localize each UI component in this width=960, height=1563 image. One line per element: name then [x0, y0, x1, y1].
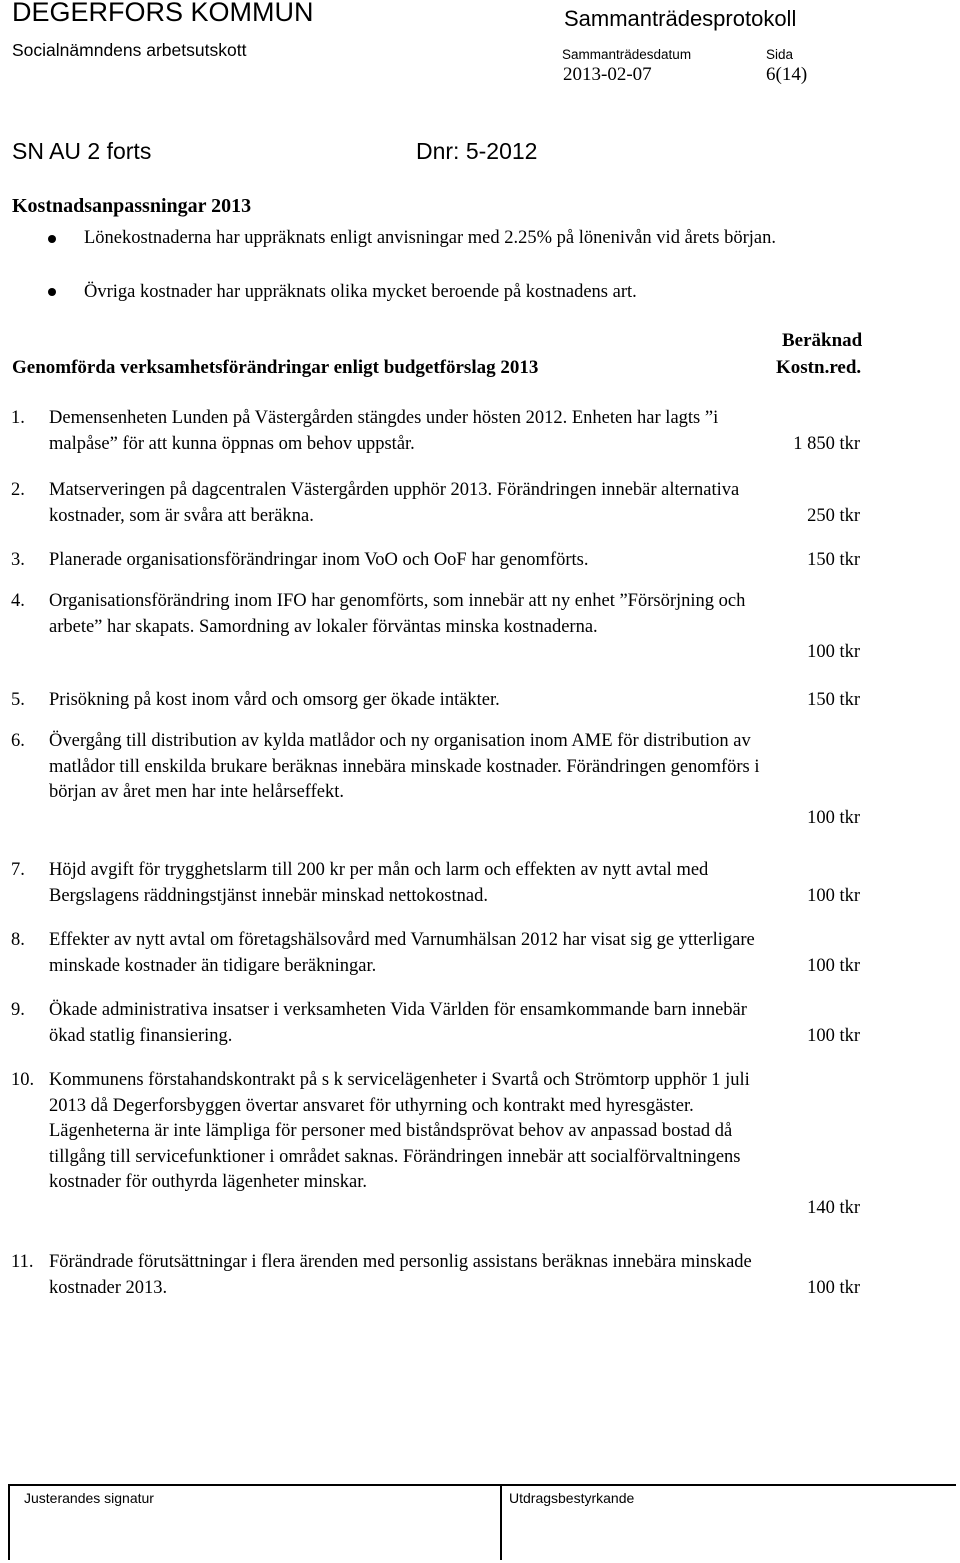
item-text: Övergång till distribution av kylda matlådor och ny organisation inom AME för distribution av matlådor till enskilda brukare beräknas innebära minskade kostnader. Förändringen genomförs i början av året men har inte helårseffekt. [49, 731, 760, 802]
item-number: 10. [11, 1070, 35, 1090]
item-text: Ökade administrativa insatser i verksamheten Vida Världen för ensamkommande barn innebär ökad statlig finansiering. [49, 1000, 747, 1046]
item-amount: 100 tkr [807, 1026, 860, 1046]
item-text: Matserveringen på dagcentralen Västergården upphör 2013. Förändringen innebär alternativa kostnader, som är svåra att beräkna. [49, 480, 740, 526]
document-type: Sammanträdesprotokoll [564, 6, 797, 31]
item-amount: 100 tkr [807, 808, 860, 828]
item-number: 6. [11, 731, 25, 751]
column-heading-line2: Kostn.red. [776, 357, 862, 378]
signature-label: Justerandes signatur [24, 1490, 154, 1506]
item-number: 7. [11, 860, 25, 880]
item-number: 9. [11, 1000, 25, 1020]
item-text: Prisökning på kost inom vård och omsorg ger ökade intäkter. [49, 690, 500, 710]
bullet-text: Lönekostnaderna har uppräknats enligt anvisningar med 2.25% på lönenivån vid årets början. [84, 228, 777, 248]
board-name: Socialnämndens arbetsutskott [12, 40, 247, 60]
organization-name: DEGERFORS KOMMUN [12, 0, 314, 27]
bullet-icon [48, 288, 56, 296]
item-text: Kommunens förstahandskontrakt på s k servicelägenheter i Svartå och Strömtorp upphör 1 juli 2013 då Degerforsbyggen övertar ansvaret för uthyrning och kontrakt med hyresgäster. Lägenheterna är inte lämpliga för personer med biståndsprövat behov av anpassad bostad då tillgång till servicefunktioner i området saknas. Förändringen innebär att socialförvaltningens kostnader för outhyrda lägenheter minskar. [49, 1070, 750, 1192]
item-number: 3. [11, 550, 25, 570]
meeting-date: 2013-02-07 [563, 64, 652, 85]
item-number: 5. [11, 690, 25, 710]
item-number: 4. [11, 591, 25, 611]
item-amount: 250 tkr [807, 506, 860, 526]
item-number: 1. [11, 408, 25, 428]
item-text: Förändrade förutsättningar i flera ärenden med personlig assistans beräknas innebära minskade kostnader 2013. [49, 1252, 752, 1298]
section-title: Kostnadsanpassningar 2013 [12, 195, 252, 217]
item-text: Demensenheten Lunden på Västergården stängdes under hösten 2012. Enheten har lagts ”i malpåse” för att kunna öppnas om behov uppstår. [49, 408, 719, 454]
item-amount: 150 tkr [807, 550, 860, 570]
item-amount: 140 tkr [807, 1198, 860, 1218]
item-number: 8. [11, 930, 25, 950]
item-amount: 100 tkr [807, 886, 860, 906]
item-amount: 100 tkr [807, 642, 860, 662]
item-amount: 1 850 tkr [793, 434, 860, 454]
item-text: Organisationsförändring inom IFO har genomförts, som innebär att ny enhet ”Försörjning och arbete” har skapats. Samordning av lokaler förväntas minska kostnaderna. [49, 591, 746, 637]
case-dnr: Dnr: 5-2012 [416, 138, 538, 164]
page-number: 6(14) [766, 64, 808, 85]
item-amount: 100 tkr [807, 1278, 860, 1298]
item-text: Höjd avgift för trygghetslarm till 200 kr per mån och larm och effekten av nytt avtal med Bergslagens räddningstjänst innebär minskad nettokostnad. [49, 860, 709, 906]
footer-divider [500, 1484, 502, 1560]
bullet-icon [48, 235, 56, 243]
item-amount: 150 tkr [807, 690, 860, 710]
item-text: Planerade organisationsförändringar inom VoO och OoF har genomförts. [49, 550, 589, 570]
page-label: Sida [766, 47, 794, 62]
item-number: 11. [11, 1252, 34, 1272]
column-heading-line1: Beräknad [782, 330, 863, 351]
bullet-text: Övriga kostnader har uppräknats olika mycket beroende på kostnadens art. [84, 282, 637, 302]
item-amount: 100 tkr [807, 956, 860, 976]
case-id: SN AU 2 forts [12, 138, 152, 164]
item-text: Effekter av nytt avtal om företagshälsovård med Varnumhälsan 2012 har visat sig ge ytterligare minskade kostnader än tidigare beräkningar. [49, 930, 755, 976]
extract-label: Utdragsbestyrkande [509, 1490, 635, 1506]
meeting-date-label: Sammanträdesdatum [562, 47, 692, 62]
changes-heading: Genomförda verksamhetsförändringar enligt budgetförslag 2013 [12, 357, 539, 378]
item-number: 2. [11, 480, 25, 500]
